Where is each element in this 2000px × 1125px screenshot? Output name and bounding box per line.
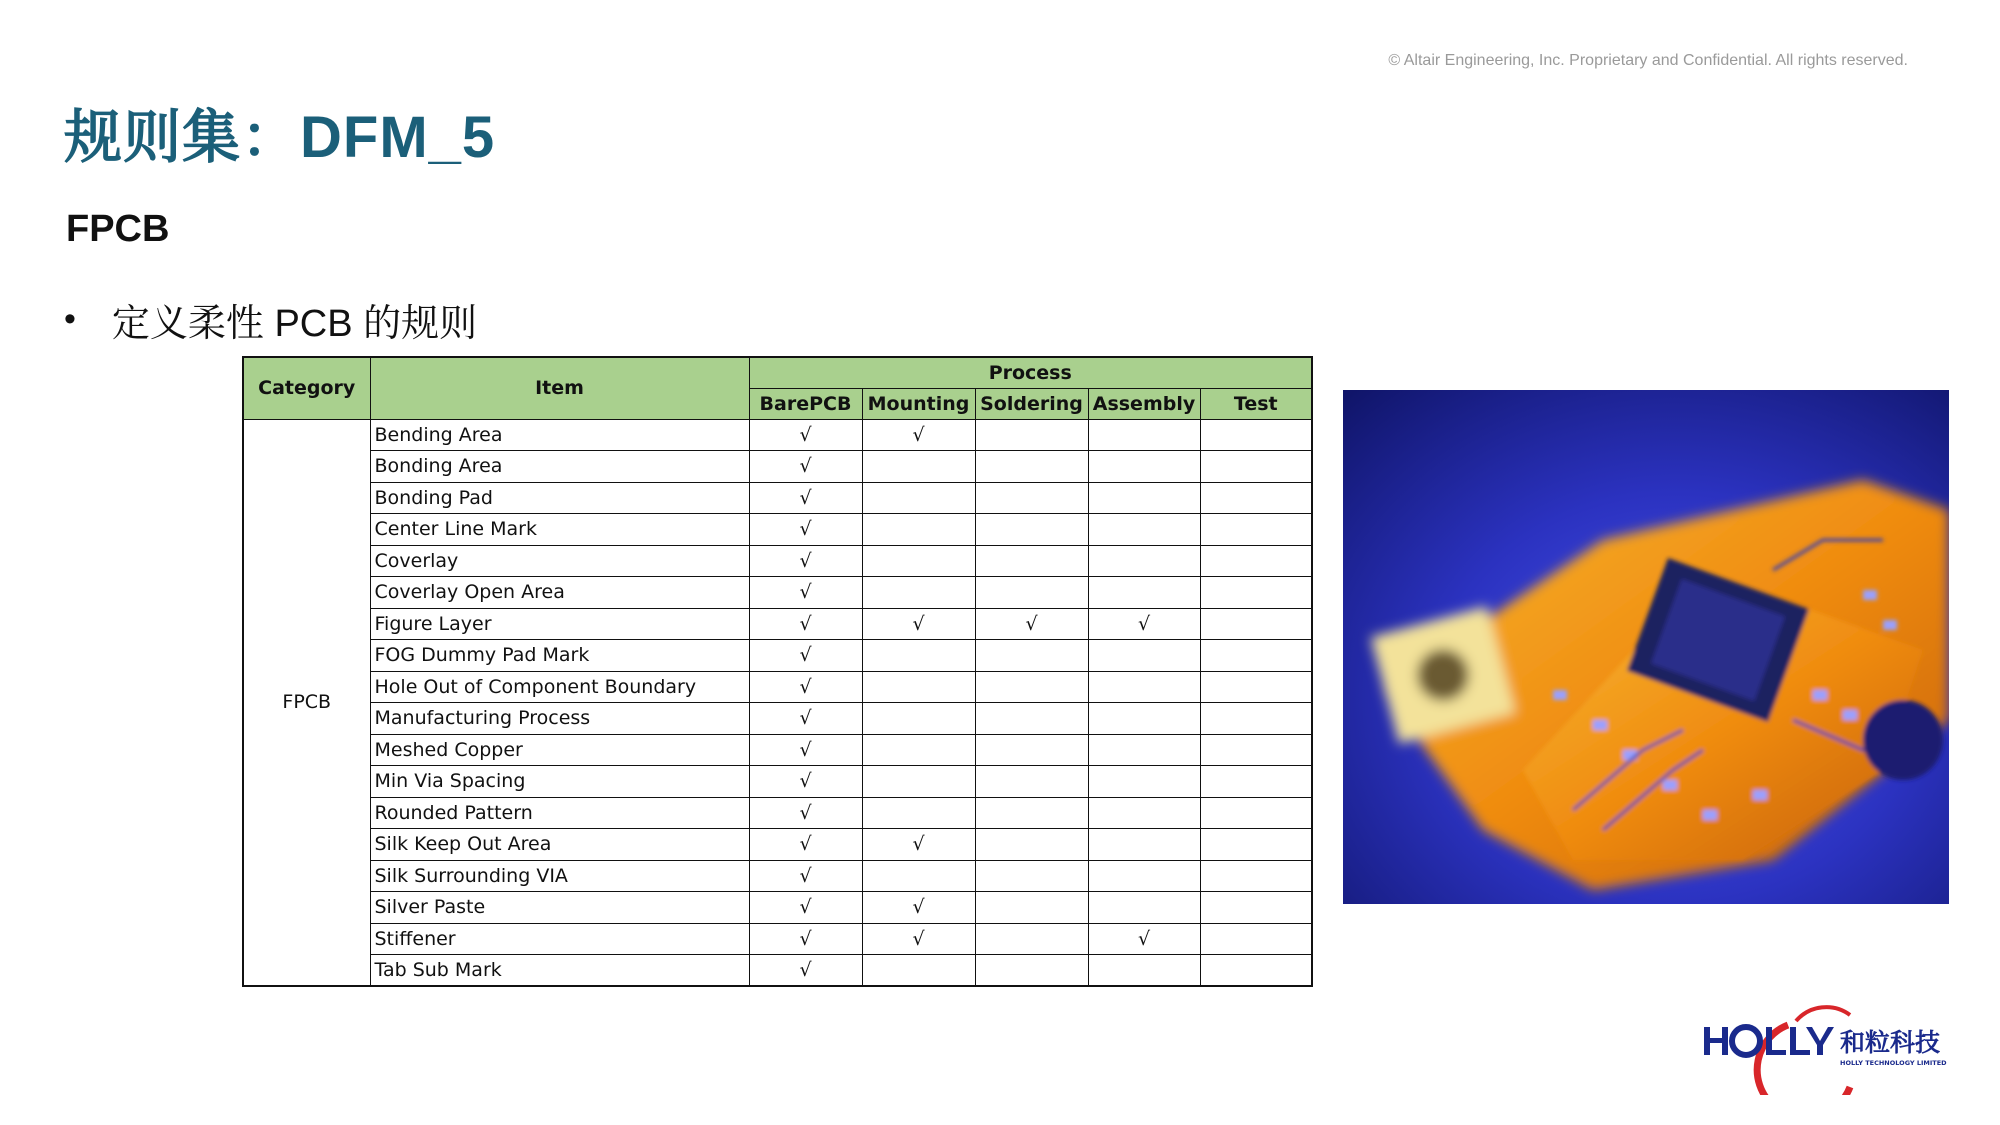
table-row [243,955,1312,987]
check-cell-test [1200,608,1312,640]
check-cell-mounting [862,703,975,735]
table-row [243,734,1312,766]
section-subtitle: FPCB [66,208,170,250]
check-cell-barepcb [749,703,862,735]
check-cell-assembly [1088,640,1200,672]
check-cell-assembly [1088,703,1200,735]
check-mark-icon: √ [799,770,812,793]
check-mark-icon: √ [799,549,812,572]
check-cell-mounting [862,734,975,766]
pcb-illustration [1343,390,1949,904]
check-cell-soldering [975,608,1088,640]
check-cell-barepcb [749,892,862,924]
check-cell-soldering [975,797,1088,829]
table-row [243,923,1312,955]
check-cell-assembly [1088,482,1200,514]
check-cell-mounting [862,955,975,987]
table-row [243,829,1312,861]
check-cell-barepcb [749,482,862,514]
check-cell-mounting [862,860,975,892]
bullet-item [64,292,477,347]
item-cell: Bending Area [370,419,749,451]
check-cell-assembly [1088,923,1200,955]
table-row [243,797,1312,829]
item-cell: Bonding Area [370,451,749,483]
table-row [243,545,1312,577]
check-cell-test [1200,419,1312,451]
check-cell-barepcb [749,923,862,955]
check-cell-mounting [862,451,975,483]
check-cell-assembly [1088,797,1200,829]
check-cell-assembly [1088,860,1200,892]
check-cell-barepcb [749,955,862,987]
check-mark-icon: √ [799,738,812,761]
check-cell-test [1200,955,1312,987]
check-mark-icon: √ [799,518,812,541]
check-cell-test [1200,514,1312,546]
check-cell-soldering [975,545,1088,577]
check-mark-icon: √ [799,581,812,604]
bullet-dot-icon: • [64,300,76,338]
check-mark-icon: √ [799,455,812,478]
check-cell-mounting [862,482,975,514]
holly-logo [1700,995,1950,1095]
check-cell-mounting [862,419,975,451]
item-cell: FOG Dummy Pad Mark [370,640,749,672]
check-cell-barepcb [749,514,862,546]
check-cell-mounting [862,545,975,577]
item-cell: Center Line Mark [370,514,749,546]
check-cell-assembly [1088,766,1200,798]
check-cell-test [1200,671,1312,703]
check-cell-soldering [975,703,1088,735]
header-process-test: Test [1200,388,1312,419]
header-category: Category [243,357,370,419]
item-cell: Bonding Pad [370,482,749,514]
table-row [243,482,1312,514]
table-row [243,860,1312,892]
category-cell: FPCB [243,419,370,986]
check-mark-icon: √ [799,486,812,509]
check-mark-icon: √ [1025,612,1038,635]
check-mark-icon: √ [912,833,925,856]
check-cell-barepcb [749,577,862,609]
check-cell-mounting [862,892,975,924]
check-cell-barepcb [749,671,862,703]
item-cell: Silk Surrounding VIA [370,860,749,892]
check-cell-soldering [975,419,1088,451]
item-cell: Figure Layer [370,608,749,640]
header-process-soldering: Soldering [975,388,1088,419]
check-cell-soldering [975,671,1088,703]
check-cell-assembly [1088,829,1200,861]
item-cell: Silk Keep Out Area [370,829,749,861]
check-cell-barepcb [749,640,862,672]
header-process-assembly: Assembly [1088,388,1200,419]
table-row [243,451,1312,483]
item-cell: Silver Paste [370,892,749,924]
check-mark-icon: √ [799,423,812,446]
slide-title: 规则集：DFM_5 [64,105,496,170]
check-mark-icon: √ [799,675,812,698]
table-row [243,892,1312,924]
table-body [243,419,1312,986]
copyright-notice: © Altair Engineering, Inc. Proprietary and Confidential. All rights reserved. [1388,52,1908,69]
check-cell-assembly [1088,577,1200,609]
check-cell-test [1200,482,1312,514]
check-cell-barepcb [749,734,862,766]
check-cell-test [1200,734,1312,766]
table-row [243,577,1312,609]
item-cell: Coverlay [370,545,749,577]
check-cell-test [1200,797,1312,829]
header-process-barepcb: BarePCB [749,388,862,419]
check-cell-mounting [862,671,975,703]
item-cell: Tab Sub Mark [370,955,749,987]
check-cell-test [1200,892,1312,924]
check-cell-soldering [975,892,1088,924]
check-cell-assembly [1088,671,1200,703]
table-row [243,514,1312,546]
check-cell-mounting [862,608,975,640]
check-mark-icon: √ [1137,612,1151,635]
check-cell-mounting [862,640,975,672]
check-mark-icon: √ [912,927,925,950]
check-mark-icon: √ [799,644,812,667]
item-cell: Stiffener [370,923,749,955]
check-cell-mounting [862,923,975,955]
check-cell-soldering [975,860,1088,892]
check-cell-test [1200,545,1312,577]
table-row [243,608,1312,640]
item-cell: Hole Out of Component Boundary [370,671,749,703]
check-cell-assembly [1088,545,1200,577]
check-cell-assembly [1088,734,1200,766]
item-cell: Manufacturing Process [370,703,749,735]
check-cell-mounting [862,514,975,546]
table-row [243,671,1312,703]
check-mark-icon: √ [1137,927,1151,950]
check-cell-mounting [862,829,975,861]
check-cell-barepcb [749,608,862,640]
check-mark-icon: √ [912,612,925,635]
check-cell-barepcb [749,766,862,798]
check-cell-test [1200,923,1312,955]
check-cell-soldering [975,451,1088,483]
table-row [243,766,1312,798]
check-mark-icon: √ [799,927,812,950]
check-cell-soldering [975,514,1088,546]
dfm-rules-table [242,356,1313,987]
check-cell-test [1200,766,1312,798]
check-cell-test [1200,860,1312,892]
check-cell-test [1200,640,1312,672]
check-mark-icon: √ [799,707,812,730]
check-cell-soldering [975,923,1088,955]
check-cell-soldering [975,482,1088,514]
bullet-text: 定义柔性 PCB 的规则 [111,303,478,345]
check-cell-soldering [975,766,1088,798]
check-cell-barepcb [749,829,862,861]
check-cell-soldering [975,577,1088,609]
table-row [243,703,1312,735]
check-cell-soldering [975,829,1088,861]
item-cell: Min Via Spacing [370,766,749,798]
check-mark-icon: √ [799,896,812,919]
check-cell-barepcb [749,545,862,577]
check-cell-assembly [1088,514,1200,546]
check-mark-icon: √ [799,801,812,824]
check-cell-test [1200,577,1312,609]
check-mark-icon: √ [799,959,812,981]
logo-company-name: HOLLY TECHNOLOGY LIMITED [1840,1059,1947,1067]
table-row [243,640,1312,672]
check-cell-soldering [975,734,1088,766]
check-cell-barepcb [749,860,862,892]
flexible-pcb-photo [1343,390,1949,904]
check-cell-assembly [1088,451,1200,483]
header-item: Item [370,357,749,419]
check-cell-assembly [1088,955,1200,987]
item-cell: Meshed Copper [370,734,749,766]
check-cell-test [1200,703,1312,735]
item-cell: Rounded Pattern [370,797,749,829]
check-cell-barepcb [749,451,862,483]
check-cell-assembly [1088,892,1200,924]
check-mark-icon: √ [912,896,925,919]
check-mark-icon: √ [912,423,925,446]
check-cell-soldering [975,955,1088,987]
check-cell-assembly [1088,608,1200,640]
check-cell-test [1200,451,1312,483]
check-mark-icon: √ [799,833,812,856]
check-cell-mounting [862,797,975,829]
table-row [243,419,1312,451]
header-process-mounting: Mounting [862,388,975,419]
check-cell-mounting [862,577,975,609]
check-cell-assembly [1088,419,1200,451]
check-cell-soldering [975,640,1088,672]
check-cell-barepcb [749,419,862,451]
holly-logo-mark [1700,995,1950,1095]
check-cell-test [1200,829,1312,861]
check-cell-barepcb [749,797,862,829]
check-mark-icon: √ [799,864,812,887]
item-cell: Coverlay Open Area [370,577,749,609]
logo-chinese-name: 和粒科技 [1840,1028,1941,1057]
check-cell-mounting [862,766,975,798]
check-mark-icon: √ [799,612,812,635]
header-process: Process [749,357,1312,388]
